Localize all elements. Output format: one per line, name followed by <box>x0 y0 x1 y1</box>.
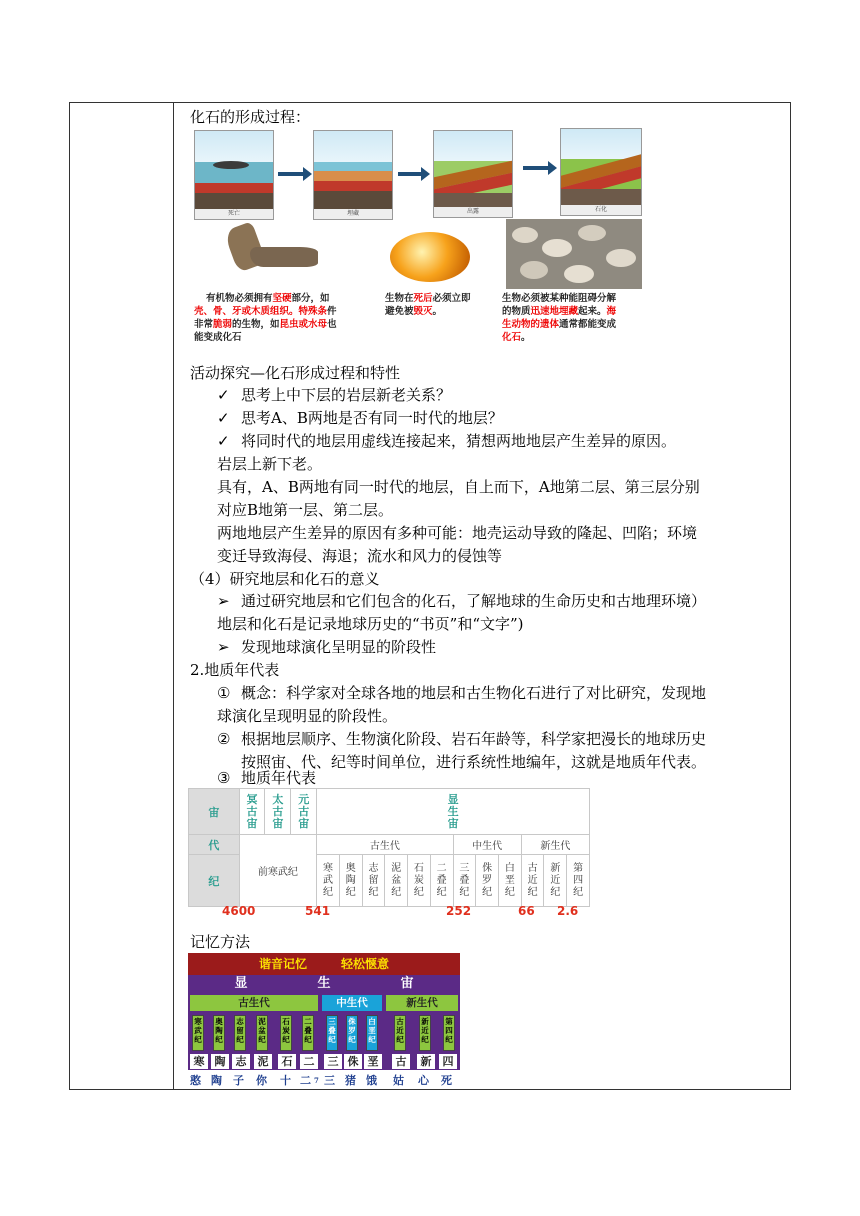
memory-header-left: 谐音记忆 <box>258 957 307 971</box>
memory-period-cell: 三 叠 纪 <box>326 1015 338 1051</box>
question-1: ✓ 思考上中下层的岩层新老关系？ <box>217 386 452 404</box>
mnemonic-char: 憨 <box>190 1074 201 1087</box>
era-cenozoic: 新生代 <box>521 835 589 855</box>
mnemonic-char: 死 <box>441 1074 452 1087</box>
arrow-bullet-icon: ➢ <box>217 638 230 656</box>
period-cell: 石 炭 纪 <box>408 855 431 907</box>
arrow-icon <box>523 166 549 170</box>
row-label-period: 纪 <box>189 855 240 907</box>
age-label: 252 <box>446 904 472 918</box>
age-label: 541 <box>305 904 331 918</box>
eon-phanerozoic: 显 生 宙 <box>317 789 590 835</box>
answer-2-line-2: 对应B地第一层、第二层。 <box>217 501 394 519</box>
period-cell: 第 四 纪 <box>567 855 590 907</box>
answer-3-line-2: 变迁导致海侵、海退；流水和风力的侵蚀等 <box>217 547 503 565</box>
caption-burial: 生物必须被某种能阻碍分解 的物质迅速地埋藏起来。海 生动物的遗体通常都能变成 化石。 <box>502 293 617 343</box>
timescale-point-2: ② 根据地层顺序、生物演化阶段、岩石年龄等，科学家把漫长的地球历史 <box>217 730 707 748</box>
memory-period-cell: 白 垩 纪 <box>366 1015 378 1051</box>
mnemonic-char: 二 <box>300 1074 311 1087</box>
timescale-point-1: ① 概念：科学家对全球各地的地层和古生物化石进行了对比研究，发现地 <box>217 684 707 702</box>
period-cell: 泥 盆 纪 <box>385 855 408 907</box>
mnemonic-char: 7 <box>314 1076 319 1085</box>
process-heading: 化石的形成过程： <box>190 108 311 126</box>
check-icon: ✓ <box>217 432 230 450</box>
timescale-title: 2.地质年代表 <box>190 661 280 679</box>
mnemonic-char: 姑 <box>393 1074 404 1087</box>
row-label-era: 代 <box>189 835 240 855</box>
shell-fossil-image <box>506 219 642 289</box>
period-cell: 三 叠 纪 <box>453 855 476 907</box>
short-char: 垩 <box>364 1054 382 1069</box>
row-label-eon: 宙 <box>189 789 240 835</box>
arrow-bullet-icon: ➢ <box>217 592 230 610</box>
memory-period-cell: 新 近 纪 <box>419 1015 431 1051</box>
timescale-point-3: ③ 地质年代表 <box>217 769 317 787</box>
mnemonic-char: 子 <box>233 1074 244 1087</box>
memory-period-cell: 二 叠 纪 <box>302 1015 314 1051</box>
panel-label: 出露 <box>434 207 512 217</box>
short-char: 泥 <box>254 1054 272 1069</box>
significance-point-1: ➢ 通过研究地层和它们包含的化石，了解地球的生命历史和古地理环境） <box>217 592 707 610</box>
jawbone-fossil-image <box>230 225 320 273</box>
panel-burial <box>313 130 393 220</box>
question-3: ✓ 将同时代的地层用虚线连接起来，猜想两地地层产生差异的原因。 <box>217 432 677 450</box>
question-2: ✓ 思考A、B两地是否有同一时代的地层？ <box>217 409 503 427</box>
significance-point-2: ➢ 发现地球演化呈明显的阶段性 <box>217 638 437 656</box>
panel-exposure <box>433 130 513 218</box>
memory-title: 记忆方法 <box>190 933 251 951</box>
check-icon: ✓ <box>217 409 230 427</box>
memory-eon-bar: 显 生 宙 <box>188 975 460 993</box>
short-char: 志 <box>232 1054 250 1069</box>
arrow-icon <box>398 172 422 176</box>
short-char: 侏 <box>344 1054 362 1069</box>
memory-period-cell: 侏 罗 纪 <box>346 1015 358 1051</box>
answer-1: 岩层上新下老。 <box>217 455 323 473</box>
mnemonic-row <box>188 1072 460 1089</box>
mnemonic-char: 你 <box>256 1074 267 1087</box>
answer-3-line-1: 两地地层产生差异的原因有多种可能：地壳运动导致的隆起、凹陷；环境 <box>217 524 698 542</box>
eon-archean: 太 古 宙 <box>265 789 291 835</box>
mnemonic-char: 心 <box>418 1074 429 1087</box>
geologic-time-table <box>188 788 590 907</box>
precambrian-cell: 前寒武纪 <box>239 835 316 907</box>
memory-era-cenozoic: 新生代 <box>386 995 458 1011</box>
period-cell: 新 近 纪 <box>544 855 567 907</box>
memory-period-cell: 志 留 纪 <box>234 1015 246 1051</box>
memory-period-cell: 石 炭 纪 <box>280 1015 292 1051</box>
period-cell: 二 叠 纪 <box>430 855 453 907</box>
period-cell: 志 留 纪 <box>362 855 385 907</box>
mnemonic-char: 十 <box>280 1074 291 1087</box>
period-cell: 古 近 纪 <box>521 855 544 907</box>
memory-period-cell: 寒 武 纪 <box>192 1015 204 1051</box>
short-char: 陶 <box>211 1054 229 1069</box>
era-mesozoic: 中生代 <box>453 835 521 855</box>
memory-era-mesozoic: 中生代 <box>322 995 382 1011</box>
short-char: 寒 <box>190 1054 208 1069</box>
short-char: 三 <box>324 1054 342 1069</box>
period-cell: 侏 罗 纪 <box>476 855 499 907</box>
significance-point-1-cont: 地层和化石是记录地球历史的“书页”和“文字”) <box>217 615 524 633</box>
caption-hard-parts: 有机物必须拥有坚硬部分，如 壳、骨、牙或木质组织。特殊条件 非常脆弱的生物，如昆虫或水母也 能变成化石 <box>194 293 337 343</box>
period-cell: 奥 陶 纪 <box>339 855 362 907</box>
column-divider <box>173 102 174 1090</box>
short-char: 古 <box>392 1054 410 1069</box>
timescale-point-2-cont: 按照宙、代、纪等时间单位，进行系统性地编年，这就是地质年代表。 <box>241 753 707 771</box>
period-cell: 白 垩 纪 <box>499 855 522 907</box>
panel-label: 石化 <box>561 205 641 215</box>
short-char: 二 <box>300 1054 318 1069</box>
mnemonic-char: 陶 <box>211 1074 222 1087</box>
significance-title: （4）研究地层和化石的意义 <box>190 570 380 588</box>
mnemonic-char: 饿 <box>366 1074 377 1087</box>
short-char: 新 <box>417 1054 435 1069</box>
memory-era-paleozoic: 古生代 <box>190 995 318 1011</box>
panel-label: 埋藏 <box>314 209 392 219</box>
memory-period-cell: 奥 陶 纪 <box>213 1015 225 1051</box>
answer-2-line-1: 具有，A、B两地有同一时代的地层，自上而下，A地第二层、第三层分别 <box>217 478 700 496</box>
eon-hadean: 冥 古 宙 <box>239 789 265 835</box>
age-label: 2.6 <box>557 904 579 918</box>
era-paleozoic: 古生代 <box>317 835 453 855</box>
panel-petrification <box>560 128 642 216</box>
check-icon: ✓ <box>217 386 230 404</box>
memory-short-row <box>188 1053 460 1070</box>
eon-proterozoic: 元 古 宙 <box>291 789 317 835</box>
panel-death <box>194 130 274 220</box>
period-cell: 寒 武 纪 <box>317 855 340 907</box>
memory-period-cell: 泥 盆 纪 <box>256 1015 268 1051</box>
age-label: 66 <box>518 904 535 918</box>
memory-header <box>188 953 460 975</box>
short-char: 石 <box>278 1054 296 1069</box>
mnemonic-char: 猪 <box>345 1074 356 1087</box>
memory-period-cell: 古 近 纪 <box>394 1015 406 1051</box>
memory-header-right: 轻松惬意 <box>341 957 390 971</box>
memory-period-cell: 第 四 纪 <box>443 1015 455 1051</box>
age-label: 4600 <box>222 904 256 918</box>
mnemonic-char: 三 <box>324 1074 335 1087</box>
timescale-point-1-cont: 球演化呈现明显的阶段性。 <box>217 707 398 725</box>
activity-title: 活动探究—化石形成过程和特性 <box>190 364 401 382</box>
caption-after-death: 生物在死后必须立即 避免被毁灭。 <box>385 293 471 317</box>
arrow-icon <box>278 172 304 176</box>
amber-fossil-image <box>390 232 470 282</box>
panel-label: 死亡 <box>195 209 273 219</box>
short-char: 四 <box>439 1054 457 1069</box>
